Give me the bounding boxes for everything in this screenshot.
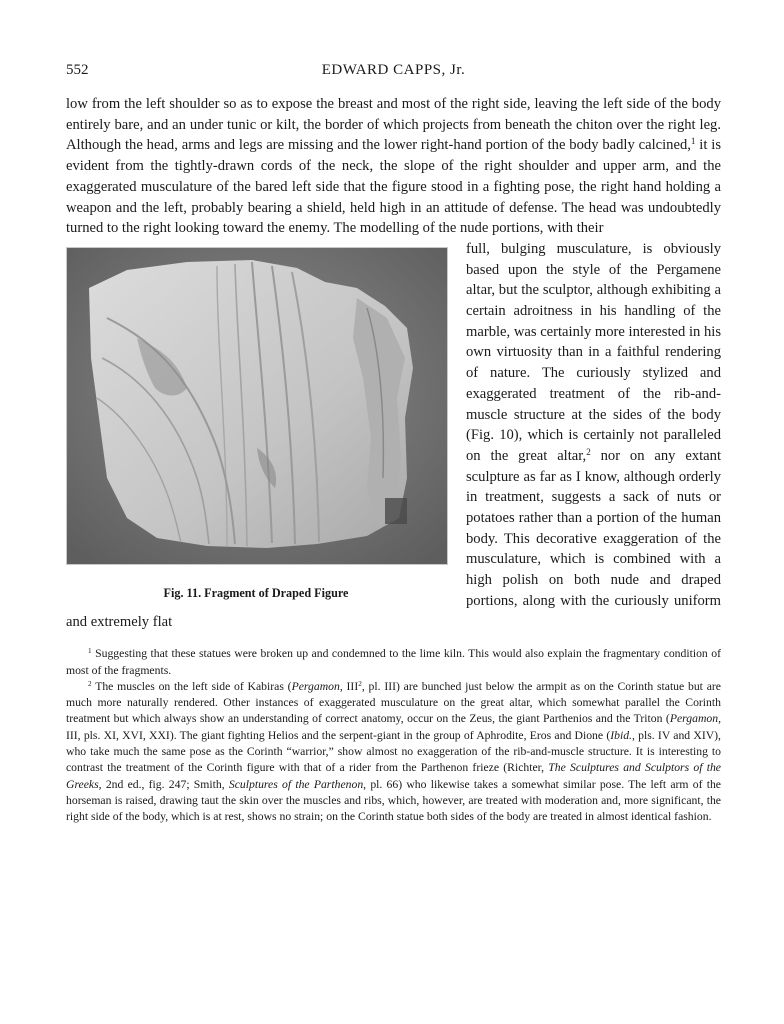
body-text-end: nor on any extant sculpture as far as I know, although orderly in treatment, suggests a sack of nuts or potatoes rather than a portion of the human body. This decorative exaggeration of the musculature, which is combined with a high polish on both nude and draped portions, along with the curiously uniform and extremely flat xyxy=(66,447,721,630)
footnote-1-text: Suggesting that these statues were broken up and condemned to the lime kiln. This would also explain the fragmentary condition of most of the fragments. xyxy=(66,647,721,677)
footnote-2-text: , pl. III) are bunched just below the armpit as on the Corinth statue but are much more naturally rendered. Other instances of exaggerated musculature on the great altar, which somewhat parallel the Corinth treatment but which always show an understanding of correct anatomy, occur on the Zeus, the giant Parthenios and the Triton ( xyxy=(66,679,721,726)
footnote-ref-2[interactable]: 2 xyxy=(586,446,591,457)
body-text-tail: it is evident from the tightly-drawn cords of the neck, the slope of the right shoulder and upper arm, and the exaggerated musculature of the bared left side that the figure stood in a fighting pose, the right hand holding a weapon and the left, probably bearing a shield, held high in an attitude of defense. The head was undoubtedly turned to the right looking toward the enemy. The modelling of the nude portions, with their xyxy=(66,137,722,237)
body-text-block xyxy=(66,94,721,632)
footnote-marker-2: 2 xyxy=(88,679,92,688)
page-header xyxy=(66,56,721,80)
footnotes xyxy=(66,646,721,825)
citation-title: Pergamon xyxy=(291,679,340,693)
footnote-2-text: , pls. IV and XIV), who take much the same pose as the Corinth “warrior,” show almost no exaggeration of the rib-and-muscle structure. It is interesting to contrast the treatment of the Corinth figure with that of a rider from the Parthenon frieze (Richter, xyxy=(66,728,721,775)
running-head: EDWARD CAPPS, Jr. xyxy=(321,62,466,78)
footnote-2-text: , III xyxy=(339,679,359,693)
figure-11 xyxy=(66,247,446,604)
edition-superscript: 2 xyxy=(358,679,362,688)
footnote-2-text: , 2nd ed., fig. 247; Smith, xyxy=(98,777,229,791)
footnote-ref-1[interactable]: 1 xyxy=(690,136,696,147)
figure-caption: Fig. 11. Fragment of Draped Figure xyxy=(163,585,349,600)
citation-title: The Sculptures and Sculptors of the Greeks xyxy=(66,761,721,791)
footnote-2-text: The muscles on the left side of Kabiras ( xyxy=(91,679,292,693)
page xyxy=(66,56,721,826)
body-text-lead: low from the left shoulder so as to expose the breast and most of the right side, leaving the left side of the body entirely bare, and an under tunic or kilt, the border of which projects from beneath the chiton over the right leg. Although the head, arms and legs are missing and the lower right-hand portion of the body badly calcined, xyxy=(66,96,721,154)
footnote-1 xyxy=(66,646,721,679)
footnote-2 xyxy=(66,679,721,826)
page-number: 552 xyxy=(66,62,89,78)
citation-title: Ibid. xyxy=(610,728,632,742)
footnote-2-text: , pl. 66) who likewise takes a somewhat similar pose. The left arm of the horseman is raised, drawing taut the skin over the muscles and ribs, which, however, are treated with moderation and, more significant, the right side of the body, which is at rest, shows no strain; on the Corinth statue both sides of the body are treated in almost identical fashion. xyxy=(66,777,721,824)
footnote-2-text: , III, pls. XI, XVI, XXI). The giant fighting Helios and the serpent-giant in the group of Aphrodite, Eros and Dione ( xyxy=(66,712,721,742)
citation-title: Sculptures of the Parthenon xyxy=(228,777,364,791)
citation-title: Pergamon xyxy=(669,712,719,726)
figure-photo xyxy=(66,247,448,565)
body-text-wrap: full, bulging musculature, is obviously based upon the style of the Pergamene altar, but the sculptor, although exhibiting a certain adroitness in his handling of the marble, was certainly more interested in his own virtuosity than in a faithful rendering of nature. The curiously stylized and exaggerated treatment of the rib-and-muscle structure at the sides of the body (Fig. 10), which is certainly not paralleled on the great altar, xyxy=(466,240,721,464)
footnote-marker-1: 1 xyxy=(88,647,92,656)
